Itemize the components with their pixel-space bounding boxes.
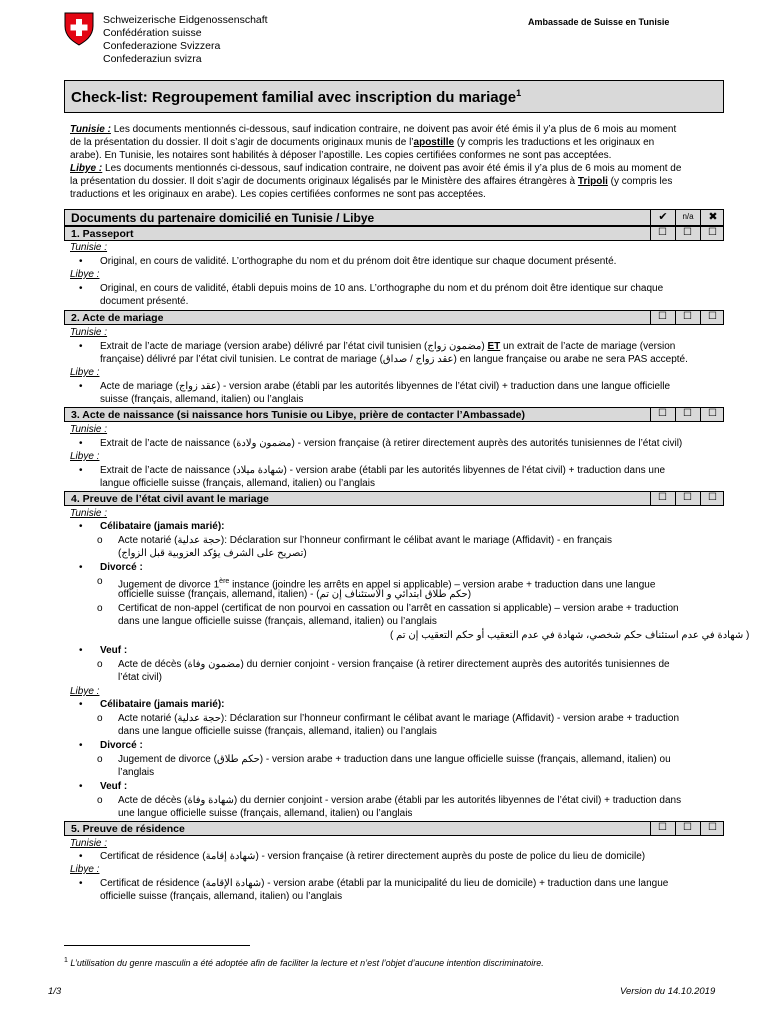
title-text: Check-list: Regroupement familial avec inscription du mariage [71,89,517,106]
text: Extrait de l’acte de mariage (version arabe) délivré par l’état civil tunisien (مضمون زواج) [100,341,488,352]
sub-bullet-icon: o [97,535,103,546]
section-passeport [64,226,724,241]
section-acte-mariage [64,310,724,325]
checkbox-na[interactable]: ☐ [675,310,699,325]
checkbox-no[interactable]: ☐ [700,310,724,325]
cel-tn-2: (تصريح على الشرف يؤكد العزوبية قبل الزواج) [118,548,307,559]
veuf-ly-1: Acte de décès (شهادة وفاة) du dernier conjoint - version arabe (établi par les autorités libyennes de l’état civil) + traduction dans [118,795,682,806]
mariage-ly-1: Acte de mariage (عقد زواج) - version arabe (établi par les autorités libyennes de l’état civil) + traduction dans une langue officielle [100,381,671,392]
bullet-icon: • [79,438,83,449]
veuf-tn-1: Acte de décès (مضمون وفاة) du dernier conjoint - version française (à retirer directement auprès des autorités tunisiennes de [118,659,670,670]
bullet-icon: • [79,781,83,792]
text: un extrait de l’acte de mariage (version [500,341,676,352]
checkbox-yes[interactable]: ☐ [650,310,674,325]
org-name-lines [103,14,268,66]
table-header [64,209,724,226]
table-header-label: Documents du partenaire domicilié en Tunisie / Libye [71,211,375,225]
country-tunisie: Tunisie : [70,508,108,519]
residence-tn: Certificat de résidence (شهادة إقامة) - version française (à retirer directement auprès du poste de police du lieu de domicile) [100,851,646,862]
emphasis: ET [487,341,501,352]
checkbox-no[interactable]: ☐ [700,226,724,241]
checkbox-no[interactable]: ☐ [700,491,724,506]
checkbox-yes[interactable]: ☐ [650,491,674,506]
swiss-coat-of-arms [64,12,94,46]
page-number: 1/3 [48,986,62,997]
passeport-ly-2: document présenté. [100,296,189,307]
footnote [64,955,544,969]
div-tn-3: Certificat de non-appel (certificat de non pourvoi en cassation ou l’arrêt en cassation si applicable) – version arabe + traduction [118,603,679,614]
org-line: Confederaziun svizra [103,53,202,65]
checkbox-yes[interactable]: ☐ [650,821,674,836]
country-tunisie: Tunisie : [70,424,108,435]
embassy-name: Ambassade de Suisse en Tunisie [528,17,670,27]
veuf-heading: Veuf : [100,781,128,792]
intro-libye-line1 [70,163,681,175]
veuf-ly-2: une langue officielle suisse (français, allemand, italien) ou l’anglais [118,808,413,819]
country-libye: Libye : [70,864,100,875]
checkbox-no[interactable]: ☐ [700,407,724,422]
div-tn-4: dans une langue officielle suisse (français, allemand, italien) ou l’anglais [118,616,437,627]
sub-bullet-icon: o [97,603,103,614]
org-line: Confederazione Svizzera [103,40,221,52]
na-column-header: n/a [675,209,700,226]
country-label: Libye : [70,163,103,174]
intro-keyword: apostille [413,137,455,148]
org-line: Schweizerische Eidgenossenschaft [103,14,268,26]
section-etat-civil [64,491,724,506]
section-acte-naissance [64,407,724,422]
footnote-separator [64,945,250,946]
cel-tn-1: Acte notarié (حجة عدلية): Déclaration sur l’honneur confirmant le célibat avant le mariage (Affidavit) - en français [118,535,613,546]
country-tunisie: Tunisie : [70,327,108,338]
intro-tunisie-line3: arabe). En Tunisie, les notaires sont habilités à déposer l’apostille. Les copies certifiées conformes ne sont pas acceptées. [70,150,612,161]
naissance-ly-2: langue officielle suisse (français, allemand, italien) ou l’anglais [100,478,375,489]
intro-text: Les documents mentionnés ci-dessous, sauf indication contraire, ne doivent pas avoir été émis il y’a plus de 6 mois au moment de [102,163,682,174]
bullet-icon: • [79,465,83,476]
country-libye: Libye : [70,269,100,280]
bullet-icon: • [79,256,83,267]
residence-ly-1: Certificat de résidence (شهادة الإقامة) - version arabe (établi par la municipalité du lieu de domicile) + traduction dans une langue [100,878,669,889]
celibataire-heading: Célibataire (jamais marié): [100,699,225,710]
sub-bullet-icon: o [97,754,103,765]
country-tunisie: Tunisie : [70,242,108,253]
page-title [71,88,521,106]
bullet-icon: • [79,562,83,573]
intro-text: la présentation du dossier. Il doit s’agir de documents originaux légalisés par le Ministère des affaires étrangères à [70,176,578,187]
bullet-icon: • [79,740,83,751]
div-ly-2: l’anglais [118,767,155,778]
text: Jugement de divorce 1 [118,579,220,591]
naissance-ly-1: Extrait de l’acte de naissance (شهادة ميلاد) - version arabe (établi par les autorités libyennes de l’état civil) + traduction dans une [100,465,666,476]
naissance-tn: Extrait de l’acte de naissance (مضمون ولادة) - version française (à retirer directement auprès des autorités tunisiennes de l’état civil) [100,438,683,449]
section-title: 2. Acte de mariage [71,312,164,324]
celibataire-heading: Célibataire (jamais marié): [100,521,225,532]
intro-keyword: Tripoli [577,176,608,187]
section-title: 3. Acte de naissance (si naissance hors Tunisie ou Libye, prière de contacter l’Ambassade) [71,409,525,421]
section-title: 1. Passeport [71,228,134,240]
checkbox-no[interactable]: ☐ [700,821,724,836]
bullet-icon: • [79,851,83,862]
checkbox-yes[interactable]: ☐ [650,407,674,422]
bullet-icon: • [79,381,83,392]
text: instance (joindre les arrêts en appel si applicable) – version arabe + traduction dans une langue [229,579,656,591]
div-ly-1: Jugement de divorce (حكم طلاق) - version arabe + traduction dans une langue officielle suisse (français, allemand, italien) ou [118,754,671,765]
checkbox-na[interactable]: ☐ [675,491,699,506]
bullet-icon: • [79,521,83,532]
section-title: 4. Preuve de l’état civil avant le mariage [71,493,269,505]
superscript: ère [219,578,230,585]
intro-text: Les documents mentionnés ci-dessous, sauf indication contraire, ne doivent pas avoir été émis il y’a plus de 6 mois au moment [110,124,677,135]
country-tunisie: Tunisie : [70,838,108,849]
country-libye: Libye : [70,367,100,378]
mariage-ly-2: suisse (français, allemand, italien) ou l’anglais [100,394,304,405]
bullet-icon: • [79,341,83,352]
intro-tunisie-line2 [70,137,654,149]
footnote-text: L’utilisation du genre masculin a été adoptée afin de faciliter la lecture et n’est l’objet d’aucune intention discriminatoire. [70,958,544,968]
div-tn-2: officielle suisse (français, allemand, italien) - (حكم طلاق ابتدائي و الاستئناف إن تم) [118,589,472,600]
checkbox-yes[interactable]: ☐ [650,226,674,241]
sub-bullet-icon: o [97,659,103,670]
intro-text: (y compris les traductions et les originaux en [454,137,655,148]
checkbox-na[interactable]: ☐ [675,407,699,422]
cross-icon: ✖ [700,209,725,226]
passeport-tn: Original, en cours de validité. L’orthographe du nom et du prénom doit être identique sur chaque document présenté. [100,256,617,267]
title-box [64,80,724,113]
mariage-tn-1 [100,341,675,353]
divorce-heading: Divorcé : [100,740,143,751]
veuf-heading: Veuf : [100,645,128,656]
title-footnote-ref: 1 [516,88,522,98]
section-title: 5. Preuve de résidence [71,823,185,835]
divorce-heading: Divorcé : [100,562,143,573]
cel-ly-1: Acte notarié (حجة عدلية): Déclaration sur l’honneur confirmant le célibat avant le mariage (Affidavit) - version arabe + traduction [118,713,680,724]
bullet-icon: • [79,699,83,710]
bullet-icon: • [79,283,83,294]
org-line: Confédération suisse [103,27,202,39]
checkbox-na[interactable]: ☐ [675,226,699,241]
check-icon: ✔ [650,209,675,226]
sub-bullet-icon: o [97,713,103,724]
intro-text: (y compris les [607,176,673,187]
intro-tunisie-line1 [70,124,676,136]
bullet-icon: • [79,878,83,889]
section-residence [64,821,724,836]
bullet-icon: • [79,645,83,656]
country-libye: Libye : [70,686,100,697]
div-tn-5: ( شهادة في عدم استئناف حكم شخصي، شهادة في عدم التعقيب أو حكم التعقيب إن تم ) [390,630,750,641]
version-date: Version du 14.10.2019 [620,986,716,997]
mariage-tn-2: française) délivré par l’état civil tunisien. Le contrat de mariage (عقد زواج / صداق) en langue française ou arabe ne sera PAS accepté. [100,354,688,365]
veuf-tn-2: l’état civil) [118,672,162,683]
checkbox-na[interactable]: ☐ [675,821,699,836]
residence-ly-2: officielle suisse (français, allemand, italien) ou l’anglais [100,891,343,902]
cel-ly-2: dans une langue officielle suisse (français, allemand, italien) ou l’anglais [118,726,437,737]
sub-bullet-icon: o [97,576,103,587]
passeport-ly-1: Original, en cours de validité, établi depuis moins de 10 ans. L’orthographe du nom et du prénom doit être identique sur chaque [100,283,664,294]
country-libye: Libye : [70,451,100,462]
footnote-number: 1 [64,957,68,964]
intro-text: de la présentation du dossier. Il doit s’agir de documents originaux munis de l’ [70,137,414,148]
country-label: Tunisie : [70,124,111,135]
intro-libye-line3: traductions et les originaux en arabe). Les copies certifiées conformes ne sont pas acceptées. [70,189,486,200]
sub-bullet-icon: o [97,795,103,806]
intro-libye-line2 [70,176,672,188]
